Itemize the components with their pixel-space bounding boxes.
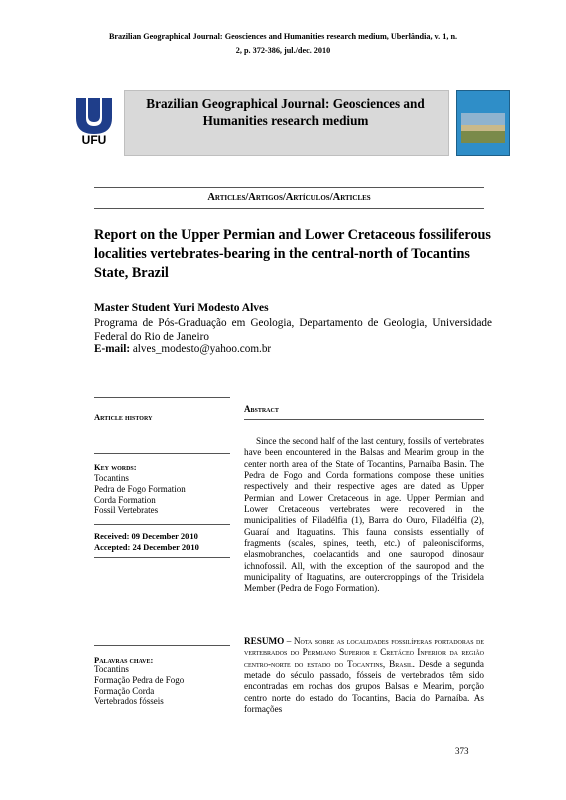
abstract-text: Since the second half of the last century, fossils of vertebrates have been encountered in the Balsas and Mearim group in the center north area of the State of Tocantins, Parnaíba Basin. The Pedra de Fogo and Corda formations compose these unities respectively and their respective ages are dated as Upper Permian and Lower Cretaceous in age. Upper Permian and Lower Cretaceous vertebrates were recovered in the municipalities of Filadélfia (1), Barra do Ouro, Filadélfia (2), Guaraí and Itaguatins. This fauna consists essentially of fragments (scales, spines, teeth, etc.) of paleonisciforms, elasmobranches, coelacantids and one sauropod dinosaur ichnofossil. All, with the exception of the sauropod and the municipality of Itaguatins, are outercroppings of the Trisidela Member (Pedra de Fogo Formation). [244, 436, 484, 594]
email-address[interactable]: alves_modesto@yahoo.com.br [132, 343, 272, 355]
abstract-rule [244, 419, 484, 420]
accepted-date: Accepted: 24 December 2010 [94, 541, 199, 552]
journal-title: Brazilian Geographical Journal: Geosciences and Humanities research medium [146, 96, 425, 128]
keyword-item: Tocantins [94, 473, 129, 483]
section-title: Articles/Artigos/Artículos/Articles [207, 192, 371, 203]
history-rule-top [94, 397, 230, 398]
logo-text: UFU [81, 133, 107, 147]
article-dates [94, 531, 244, 552]
keyword-item: Pedra de Fogo Formation [94, 483, 186, 494]
author-name: Master Student Yuri Modesto Alves [94, 302, 269, 314]
cover-illustration-icon [457, 91, 509, 155]
palavra-item: Vertebrados fósseis [94, 696, 164, 707]
journal-cover-image [456, 90, 510, 156]
resumo-title: – Nota sobre as localidades fossilíferas portadoras de vertebrados do Permiano Superior e Cretáceo Inferior da região centro-norte do estado do Tocantins, Brasil. [244, 636, 484, 669]
running-head-line-1: Brazilian Geographical Journal: Geosciences and Humanities research medium, Uberlândia, v. 1, n. [108, 32, 458, 41]
article-history-heading: Article history [94, 412, 153, 422]
keywords-list [94, 473, 234, 516]
history-rule-bottom [94, 453, 230, 454]
keywords-rule [94, 524, 230, 525]
email-label: E-mail: [94, 343, 131, 355]
received-date: Received: 09 December 2010 [94, 531, 198, 541]
running-head-line-2: 2, p. 372-386, jul./dec. 2010 [235, 46, 331, 55]
running-head [60, 30, 506, 58]
page-number: 373 [455, 746, 469, 756]
keyword-item: Corda Formation [94, 494, 156, 505]
resumo-block [244, 636, 484, 715]
section-rule [94, 208, 484, 209]
keyword-item: Fossil Vertebrates [94, 505, 159, 516]
resumo-text: Desde a segunda metade do século passado, fósseis de vertebrados têm sido encontradas em rochas dos grupos Balsas e Mearim, porção centro norte do estado do Tocantins, Bacia do Parnaíba. As formações [244, 658, 484, 715]
palavras-chave-heading: Palavras chave: [94, 655, 154, 665]
resumo-label: RESUMO [244, 636, 285, 646]
author-affiliation: Programa de Pós-Graduação em Geologia, Departamento de Geologia, Universidade Federal do Rio de Janeiro [94, 317, 492, 343]
email-line [94, 343, 492, 355]
abstract-heading: Abstract [244, 404, 279, 414]
palavra-item: Formação Pedra de Fogo [94, 674, 185, 685]
top-rule [94, 187, 484, 188]
palavra-item: Formação Corda [94, 685, 155, 696]
dates-rule [94, 557, 230, 558]
palavras-rule [94, 645, 230, 646]
article-title: Report on the Upper Permian and Lower Cretaceous fossiliferous localities vertebrates-bearing in the central-north of Tocantins State, Brazil [94, 227, 491, 281]
keywords-heading: Key words: [94, 462, 137, 472]
palavra-item: Tocantins [94, 664, 129, 674]
palavras-chave-list [94, 664, 234, 707]
